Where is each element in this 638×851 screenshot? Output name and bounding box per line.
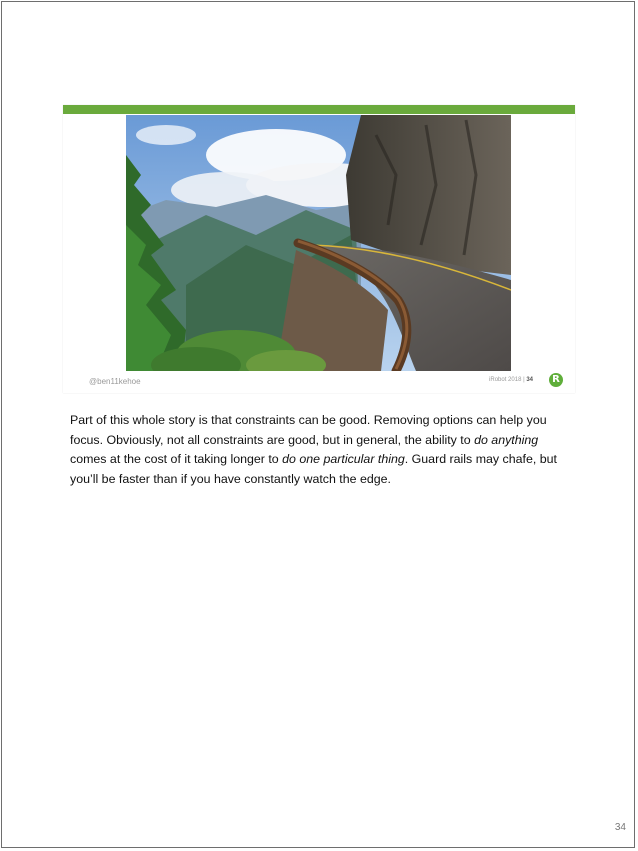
notes-text-3: . Guard rails may chafe, but you’ll be faster than if you have constantly watch the edge. xyxy=(70,452,557,486)
irobot-logo-icon: R xyxy=(549,373,563,387)
footer-label: iRobot 2018 xyxy=(489,377,522,383)
slide-page-number: 34 xyxy=(526,377,533,383)
page-number: 34 xyxy=(614,822,626,833)
mountain-road-photo xyxy=(126,115,511,371)
footer-separator: | xyxy=(521,377,527,383)
slide-thumbnail xyxy=(63,105,575,393)
notes-emphasis-2: do one particular thing xyxy=(282,452,405,467)
slide-footer xyxy=(489,377,533,383)
twitter-handle: @ben11kehoe xyxy=(89,377,141,386)
slide-header-bar xyxy=(63,105,575,114)
notes-text-2: comes at the cost of it taking longer to xyxy=(70,452,283,467)
notes-emphasis-1: do anything xyxy=(474,432,539,447)
speaker-notes xyxy=(70,411,570,489)
notes-text-1: Part of this whole story is that constraints can be good. Removing options can help you focus. Obviously, not all constraints are good, but in general, the ability to xyxy=(70,413,547,447)
